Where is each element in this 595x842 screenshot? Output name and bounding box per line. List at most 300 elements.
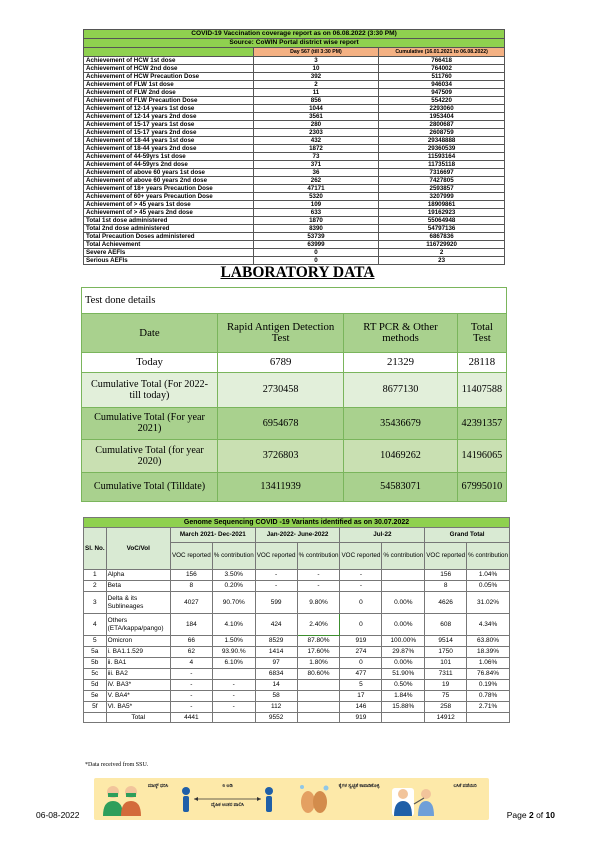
genome-row-percent: 3.50%: [212, 570, 255, 581]
vaccination-row-day: 0: [253, 249, 378, 257]
genome-row-percent: -: [212, 680, 255, 691]
vaccination-row-label: Severe AEFIs: [84, 249, 254, 257]
genome-row-voc: 0: [340, 592, 382, 614]
genome-row-percent: [382, 570, 425, 581]
genome-row-percent: 0.50%: [382, 680, 425, 691]
genome-header-period: March 2021- Dec-2021: [170, 528, 255, 543]
genome-row-percent: 0.00%: [382, 592, 425, 614]
vaccination-row-label: Achievement of FLW Precaution Dose: [84, 97, 254, 105]
genome-row: [84, 691, 510, 702]
genome-row-voc: 1414: [255, 647, 297, 658]
vaccination-row: [84, 249, 505, 257]
lab-caption: Test done details: [82, 288, 507, 314]
lab-row-rtpcr: 10469262: [344, 440, 458, 473]
genome-row-percent: -: [212, 702, 255, 713]
lab-row-rtpcr: 8677130: [344, 372, 458, 407]
genome-row-voc: 62: [170, 647, 212, 658]
vaccination-row-label: Achievement of 18+ years Precaution Dose: [84, 185, 254, 193]
vaccination-row-label: Achievement of HCW 1st dose: [84, 57, 254, 65]
vaccination-row-cumulative: 29348888: [379, 137, 505, 145]
genome-row: [84, 614, 510, 636]
vaccination-row-cumulative: 554220: [379, 97, 505, 105]
genome-row-percent: [212, 669, 255, 680]
genome-row-voc: -: [255, 581, 297, 592]
vaccination-row: [84, 209, 505, 217]
genome-row-sl: 5d: [84, 680, 107, 691]
genome-row-voc: 156: [425, 570, 467, 581]
vaccination-row-label: Achievement of 12-14 years 2nd dose: [84, 113, 254, 121]
genome-subheader-percent: % contribution: [382, 543, 425, 570]
vaccination-row: [84, 177, 505, 185]
genome-row-voc: 608: [425, 614, 467, 636]
vaccination-row-day: 109: [253, 201, 378, 209]
genome-row-voc: 424: [255, 614, 297, 636]
vaccination-icon: [388, 782, 446, 816]
vaccination-row: [84, 161, 505, 169]
genome-row: [84, 702, 510, 713]
vaccination-row-cumulative: 54797136: [379, 225, 505, 233]
laboratory-data-table: [81, 287, 507, 502]
page-total: 10: [545, 810, 555, 820]
lab-row: [82, 372, 507, 407]
lab-row-total: 67995010: [457, 472, 506, 501]
vaccination-row-cumulative: 7316697: [379, 169, 505, 177]
vaccination-row-day: 3561: [253, 113, 378, 121]
covid-appropriate-behaviour-banner: [94, 778, 489, 820]
vaccination-row-day: 73: [253, 153, 378, 161]
genome-row-percent: -: [297, 581, 340, 592]
vaccination-row-cumulative: 7427805: [379, 177, 505, 185]
vaccination-row-day: 856: [253, 97, 378, 105]
vaccination-row-day: 36: [253, 169, 378, 177]
vaccination-row-label: Achievement of above 60 years 1st dose: [84, 169, 254, 177]
genome-row-percent: 76.84%: [467, 669, 510, 680]
genome-row-voc: 4027: [170, 592, 212, 614]
genome-row-voc: 274: [340, 647, 382, 658]
genome-row-sl: 5a: [84, 647, 107, 658]
vaccination-row-day: 3: [253, 57, 378, 65]
genome-row-voc: 1750: [425, 647, 467, 658]
genome-row-variant: Others (ETA/kappa/pango): [106, 614, 170, 636]
genome-row-percent: 0.00%: [382, 614, 425, 636]
genome-subheader-voc: VOC reported: [425, 543, 467, 570]
genome-row-percent: 80.60%: [297, 669, 340, 680]
lab-header-total: Total Test: [457, 314, 506, 353]
lab-row-label: Cumulative Total (For 2022- till today): [82, 372, 218, 407]
genome-row-voc: 112: [255, 702, 297, 713]
genome-total-blank: [84, 713, 107, 723]
vaccination-row-label: Total Achievement: [84, 241, 254, 249]
vaccination-row-day: 53739: [253, 233, 378, 241]
lab-row-rat: 3726803: [218, 440, 344, 473]
genome-row-sl: 1: [84, 570, 107, 581]
genome-row-percent: 1.84%: [382, 691, 425, 702]
vaccination-row-label: Achievement of FLW 2nd dose: [84, 89, 254, 97]
vaccination-row-label: Achievement of 44-59yrs 1st dose: [84, 153, 254, 161]
genome-row-voc: 0: [340, 658, 382, 669]
vaccination-row: [84, 121, 505, 129]
genome-row-percent: 0.19%: [467, 680, 510, 691]
vaccination-row-cumulative: 19162923: [379, 209, 505, 217]
vaccination-source: Source: CoWIN Portal district wise report: [84, 39, 505, 48]
genome-row-percent: 0.20%: [212, 581, 255, 592]
vaccination-row: [84, 81, 505, 89]
hand-wash-icon: [294, 782, 334, 816]
genome-row: [84, 647, 510, 658]
genome-header-period: Grand Total: [425, 528, 510, 543]
lab-row-label: Cumulative Total (For year 2021): [82, 407, 218, 440]
genome-row-percent: 31.02%: [467, 592, 510, 614]
vaccination-row: [84, 57, 505, 65]
genome-row-percent: 4.10%: [212, 614, 255, 636]
vaccination-row-day: 392: [253, 73, 378, 81]
genome-row-percent: 4.34%: [467, 614, 510, 636]
data-source-note: *Data received from SSU.: [85, 762, 149, 768]
genome-header-period: Jul-22: [340, 528, 425, 543]
lab-header-rat: Rapid Antigen Detection Test: [218, 314, 344, 353]
genome-row-voc: 184: [170, 614, 212, 636]
lab-row-rtpcr: 21329: [344, 353, 458, 373]
genome-row-sl: 5: [84, 636, 107, 647]
genome-row-percent: 0.00%: [382, 658, 425, 669]
vaccination-row-day: 0: [253, 257, 378, 265]
vaccination-row-day: 10: [253, 65, 378, 73]
vaccination-row: [84, 193, 505, 201]
genome-row-percent: 0.78%: [467, 691, 510, 702]
genome-row-voc: 66: [170, 636, 212, 647]
report-date: 06-08-2022: [36, 810, 80, 820]
vaccination-row-cumulative: 11593164: [379, 153, 505, 161]
page-current: 2: [528, 810, 534, 820]
genome-row-variant: V. BA4*: [106, 691, 170, 702]
genome-row: [84, 658, 510, 669]
genome-row-voc: 7311: [425, 669, 467, 680]
genome-row-voc: 8529: [255, 636, 297, 647]
vaccination-row-cumulative: 6867836: [379, 233, 505, 241]
genome-subheader-voc: VOC reported: [170, 543, 212, 570]
vaccination-row-cumulative: 18909861: [379, 201, 505, 209]
genome-row-voc: -: [255, 570, 297, 581]
physical-distance-text: ದೈಹಿಕ ಅಂತರ ಪಾಲಿಸಿ: [211, 803, 244, 808]
vaccination-row-cumulative: 3207999: [379, 193, 505, 201]
vaccination-coverage-table: [83, 29, 505, 265]
genome-row-voc: 17: [340, 691, 382, 702]
genome-row-voc: 75: [425, 691, 467, 702]
vaccination-row: [84, 201, 505, 209]
vaccination-row-label: Achievement of > 45 years 2nd dose: [84, 209, 254, 217]
genome-row-voc: -: [170, 669, 212, 680]
genome-title: Genome Sequencing COVID -19 Variants identified as on 30.07.2022: [84, 518, 510, 528]
genome-row-voc: 9514: [425, 636, 467, 647]
lab-row: [82, 353, 507, 373]
genome-row-percent: 87.80%: [297, 636, 340, 647]
genome-total-value: 919: [340, 713, 382, 723]
vaccination-row-day: 2303: [253, 129, 378, 137]
genome-row-percent: [297, 680, 340, 691]
genome-row-voc: 4: [170, 658, 212, 669]
vaccination-row-day: 1872: [253, 145, 378, 153]
genome-row-variant: VI. BA5*: [106, 702, 170, 713]
page-prefix: Page: [506, 810, 527, 820]
lab-header-date: Date: [82, 314, 218, 353]
lab-row: [82, 472, 507, 501]
genome-row-voc: 156: [170, 570, 212, 581]
vaccination-row: [84, 153, 505, 161]
genome-row-percent: 1.06%: [467, 658, 510, 669]
wear-mask-text: ಮಾಸ್ಕ್ ಧರಿಸಿ: [147, 784, 169, 789]
vaccination-row-label: Achievement of 18-44 years 1st dose: [84, 137, 254, 145]
vaccination-row-label: Achievement of 60+ years Precaution Dose: [84, 193, 254, 201]
genome-total-value: [382, 713, 425, 723]
genome-row-percent: 9.80%: [297, 592, 340, 614]
lab-row-rtpcr: 54583071: [344, 472, 458, 501]
vaccination-row-day: 8390: [253, 225, 378, 233]
genome-row-percent: 1.04%: [467, 570, 510, 581]
genome-row-variant: Beta: [106, 581, 170, 592]
lab-row-rat: 6789: [218, 353, 344, 373]
genome-row-voc: -: [340, 570, 382, 581]
lab-row-rat: 6954678: [218, 407, 344, 440]
vaccination-row-label: Total 1st dose administered: [84, 217, 254, 225]
vaccination-row-cumulative: 1953404: [379, 113, 505, 121]
vaccination-row: [84, 241, 505, 249]
vaccination-row-day: 432: [253, 137, 378, 145]
genome-row-variant: ii. BA1: [106, 658, 170, 669]
lab-row-label: Cumulative Total (Tilldate): [82, 472, 218, 501]
vaccination-row-day: 262: [253, 177, 378, 185]
genome-row-voc: 477: [340, 669, 382, 680]
vaccination-row-cumulative: 2800687: [379, 121, 505, 129]
genome-row: [84, 570, 510, 581]
vaccination-row-cumulative: 946034: [379, 81, 505, 89]
genome-row-voc: -: [170, 680, 212, 691]
vaccination-row: [84, 105, 505, 113]
page-number: [507, 810, 555, 820]
vaccination-row-label: Achievement of 12-14 years 1st dose: [84, 105, 254, 113]
vaccination-row: [84, 169, 505, 177]
distance-label: 6 ಅಡಿ: [222, 784, 233, 789]
genome-row-voc: 5: [340, 680, 382, 691]
vaccination-row: [84, 113, 505, 121]
genome-total-value: 14912: [425, 713, 467, 723]
genome-header-period: Jan-2022- June-2022: [255, 528, 340, 543]
vaccination-row-day: 1870: [253, 217, 378, 225]
vaccination-row-label: Achievement of 18-44 years 2nd dose: [84, 145, 254, 153]
vaccination-row: [84, 233, 505, 241]
vaccination-row-label: Total Precaution Doses administered: [84, 233, 254, 241]
vaccination-row-label: Achievement of 15-17 years 1st dose: [84, 121, 254, 129]
genome-row-voc: 599: [255, 592, 297, 614]
lab-row: [82, 407, 507, 440]
genome-row-voc: 58: [255, 691, 297, 702]
genome-row-sl: 3: [84, 592, 107, 614]
vaccination-row-cumulative: 23: [379, 257, 505, 265]
genome-row-percent: [297, 691, 340, 702]
vaccination-row-label: Achievement of HCW 2nd dose: [84, 65, 254, 73]
genome-row-percent: 1.50%: [212, 636, 255, 647]
genome-row-voc: 101: [425, 658, 467, 669]
genome-row-voc: 97: [255, 658, 297, 669]
genome-total-value: 4441: [170, 713, 212, 723]
genome-row-voc: -: [170, 691, 212, 702]
masked-people-icon: [100, 782, 144, 816]
vaccination-row: [84, 129, 505, 137]
genome-row-variant: iii. BA2: [106, 669, 170, 680]
genome-header-voc: VoC/VoI: [106, 528, 170, 570]
genome-row-percent: 93.90.%: [212, 647, 255, 658]
genome-row-sl: 5b: [84, 658, 107, 669]
genome-total-row: [84, 713, 510, 723]
genome-row-variant: iV. BA3*: [106, 680, 170, 691]
vaccination-row-cumulative: 55064948: [379, 217, 505, 225]
vaccination-row-cumulative: 2608759: [379, 129, 505, 137]
laboratory-data-heading: LABORATORY DATA: [220, 264, 375, 281]
vaccination-row-label: Achievement of FLW 1st dose: [84, 81, 254, 89]
genome-row-voc: 146: [340, 702, 382, 713]
vaccination-row-cumulative: 764002: [379, 65, 505, 73]
hand-hygiene-text: ಕೈಗಳ ಸ್ವಚ್ಛತೆ ಕಾಪಾಡಿಕೊಳ್ಳಿ: [338, 784, 380, 789]
genome-row-voc: 919: [340, 636, 382, 647]
vaccination-row-day: 11: [253, 89, 378, 97]
genome-subheader-percent: % contribution: [212, 543, 255, 570]
vaccination-header-blank: [84, 48, 254, 57]
vaccination-row-day: 63999: [253, 241, 378, 249]
genome-row-percent: 63.80%: [467, 636, 510, 647]
genome-sequencing-table: [83, 517, 510, 723]
vaccination-row-label: Achievement of HCW Precaution Dose: [84, 73, 254, 81]
vaccination-row: [84, 185, 505, 193]
vaccination-row-label: Achievement of 44-59yrs 2nd dose: [84, 161, 254, 169]
genome-row-percent: -: [212, 691, 255, 702]
genome-row-variant: i. BA1.1.529: [106, 647, 170, 658]
lab-row-total: 11407588: [457, 372, 506, 407]
genome-row-percent: 15.88%: [382, 702, 425, 713]
genome-subheader-voc: VOC reported: [255, 543, 297, 570]
get-vaccinated-text: ಲಸಿಕೆ ಪಡೆಯಿರಿ: [453, 784, 477, 789]
genome-row-percent: 1.80%: [297, 658, 340, 669]
vaccination-row-label: Achievement of > 45 years 1st dose: [84, 201, 254, 209]
lab-row-total: 14196065: [457, 440, 506, 473]
genome-row: [84, 636, 510, 647]
vaccination-header-day: Day 567 (till 3:30 PM): [253, 48, 378, 57]
genome-row-sl: 5e: [84, 691, 107, 702]
vaccination-row-cumulative: 2: [379, 249, 505, 257]
genome-row-percent: 2.40%: [297, 614, 340, 636]
lab-header-rtpcr: RT PCR & Other methods: [344, 314, 458, 353]
vaccination-row-label: Achievement of 15-17 years 2nd dose: [84, 129, 254, 137]
genome-subheader-percent: % contribution: [467, 543, 510, 570]
genome-row-voc: -: [340, 581, 382, 592]
lab-row-label: Cumulative Total (for year 2020): [82, 440, 218, 473]
genome-subheader-voc: VOC reported: [340, 543, 382, 570]
vaccination-row-cumulative: 2593857: [379, 185, 505, 193]
vaccination-row-day: 5320: [253, 193, 378, 201]
vaccination-row-label: Total 2nd dose administered: [84, 225, 254, 233]
genome-row-percent: 51.90%: [382, 669, 425, 680]
genome-row-percent: 6.10%: [212, 658, 255, 669]
genome-row: [84, 581, 510, 592]
genome-total-value: 9552: [255, 713, 297, 723]
vaccination-row: [84, 137, 505, 145]
vaccination-row-day: 1044: [253, 105, 378, 113]
lab-row-label: Today: [82, 353, 218, 373]
vaccination-row: [84, 225, 505, 233]
vaccination-row-cumulative: 511760: [379, 73, 505, 81]
genome-row-percent: [297, 702, 340, 713]
genome-total-label: Total: [106, 713, 170, 723]
vaccination-row-label: Serious AEFIs: [84, 257, 254, 265]
vaccination-title: COVID-19 Vaccination coverage report as on 06.08.2022 (3:30 PM): [84, 30, 505, 39]
genome-row-variant: Omicron: [106, 636, 170, 647]
vaccination-row-cumulative: 116729920: [379, 241, 505, 249]
lab-row-total: 28118: [457, 353, 506, 373]
lab-row-rtpcr: 35436679: [344, 407, 458, 440]
vaccination-row-day: 371: [253, 161, 378, 169]
genome-row-variant: Alpha: [106, 570, 170, 581]
genome-row-sl: 5c: [84, 669, 107, 680]
genome-row-voc: 258: [425, 702, 467, 713]
genome-row-voc: 6834: [255, 669, 297, 680]
genome-header-sl: Sl. No.: [84, 528, 107, 570]
vaccination-row-cumulative: 29360539: [379, 145, 505, 153]
vaccination-row: [84, 89, 505, 97]
genome-row: [84, 680, 510, 691]
genome-row-sl: 4: [84, 614, 107, 636]
genome-row-voc: 19: [425, 680, 467, 691]
lab-row-total: 42391357: [457, 407, 506, 440]
vaccination-row-cumulative: 2293060: [379, 105, 505, 113]
genome-row-voc: 14: [255, 680, 297, 691]
genome-row-percent: 100.00%: [382, 636, 425, 647]
genome-row-percent: 2.71%: [467, 702, 510, 713]
genome-row-percent: 90.70%: [212, 592, 255, 614]
vaccination-row-day: 2: [253, 81, 378, 89]
genome-row-sl: 2: [84, 581, 107, 592]
lab-row-rat: 2730458: [218, 372, 344, 407]
page-of: of: [536, 810, 544, 820]
vaccination-row-day: 633: [253, 209, 378, 217]
vaccination-row: [84, 65, 505, 73]
genome-row-percent: 29.87%: [382, 647, 425, 658]
genome-row: [84, 592, 510, 614]
vaccination-row: [84, 217, 505, 225]
vaccination-header-cumulative: Cumulative (16.01.2021 to 06.08.2022): [379, 48, 505, 57]
genome-row: [84, 669, 510, 680]
genome-row-sl: 5f: [84, 702, 107, 713]
genome-total-value: [212, 713, 255, 723]
lab-row: [82, 440, 507, 473]
genome-row-percent: -: [297, 570, 340, 581]
vaccination-row: [84, 145, 505, 153]
genome-subheader-percent: % contribution: [297, 543, 340, 570]
genome-row-variant: Delta & its Sublineages: [106, 592, 170, 614]
genome-row-voc: -: [170, 702, 212, 713]
vaccination-row-day: 280: [253, 121, 378, 129]
genome-row-percent: 0.05%: [467, 581, 510, 592]
vaccination-row-cumulative: 766418: [379, 57, 505, 65]
genome-total-value: [467, 713, 510, 723]
vaccination-row: [84, 73, 505, 81]
genome-total-value: [297, 713, 340, 723]
genome-row-voc: 8: [170, 581, 212, 592]
vaccination-row-day: 47171: [253, 185, 378, 193]
vaccination-row: [84, 97, 505, 105]
genome-row-voc: 4626: [425, 592, 467, 614]
genome-row-voc: 0: [340, 614, 382, 636]
genome-row-percent: [382, 581, 425, 592]
vaccination-row-cumulative: 11735118: [379, 161, 505, 169]
genome-row-voc: 8: [425, 581, 467, 592]
